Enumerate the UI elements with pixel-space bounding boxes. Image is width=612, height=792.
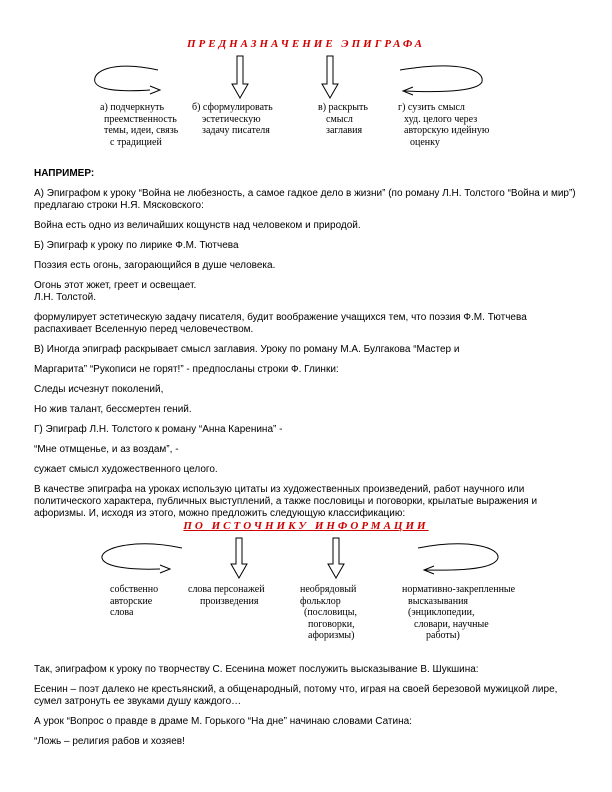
source-diagram <box>0 518 612 648</box>
left-curved-arrow-2 <box>102 544 182 569</box>
left-curved-arrowhead-2 <box>160 565 170 573</box>
example-b-quote-1: Поэзия есть огонь, загорающийся в душе человека. <box>34 260 276 271</box>
down-arrow-2 <box>322 56 338 98</box>
purpose-diagram-title: ПРЕДНАЗНАЧЕНИЕ ЭПИГРАФА <box>186 38 426 50</box>
example-d-intro: Г) Эпиграф Л.Н. Толстого к роману “Анна Каренина” - <box>34 424 283 435</box>
examples-text <box>34 168 584 520</box>
examples-text-2 <box>34 664 584 748</box>
example-d-quote: “Мне отмщенье, и аз воздам”, - <box>34 444 179 455</box>
example-c-quote-2: Но жив талант, бессмертен гений. <box>34 404 192 415</box>
purpose-item-c: в) раскрыть смысл заглавия <box>318 102 368 136</box>
yesenin-intro: Так, эпиграфом к уроку по творчеству С. Есенина может послужить высказывание В. Шукшина: <box>34 664 479 675</box>
example-a-intro: А) Эпиграфом к уроку “Война не любезность, а самое гадкое дело в жизни” (по роману Л.Н. Толстого “Война и мир”) предлагаю строки Н.Я. Мясковского: <box>34 188 576 211</box>
example-c-intro-2: Маргарита” “Рукописи не горят!” - предпосланы строки Ф. Глинки: <box>34 364 339 375</box>
left-curved-arrowhead <box>150 86 160 94</box>
classification-intro: В качестве эпиграфа на уроках использую цитаты из художественных произведений, работ научного или политического характера, публичных выступлений, а также пословицы и поговорки, крылатые выражения и афоризмы. И, исходя из этого, можно предложить следующую классификацию: <box>34 484 538 519</box>
down-arrow-3 <box>231 538 247 578</box>
example-a-quote: Война есть одно из величайших кощунств над человеком и природой. <box>34 220 361 231</box>
example-b-intro: Б) Эпиграф к уроку по лирике Ф.М. Тютчева <box>34 240 239 251</box>
right-curved-arrow-2 <box>418 544 498 570</box>
left-curved-arrow <box>95 66 158 90</box>
source-item-folklore: необрядовый фольклор (пословицы, поговорки, афоризмы) <box>300 584 358 641</box>
purpose-item-a: а) подчеркнуть преемственность темы, идеи, связь с традицией <box>100 102 179 148</box>
source-diagram-title: ПО ИСТОЧНИКУ ИНФОРМАЦИИ <box>183 520 429 532</box>
examples-heading: НАПРИМЕР: <box>34 168 95 179</box>
gorky-quote: “Ложь – религия рабов и хозяев! <box>34 736 185 747</box>
down-arrow-1 <box>232 56 248 98</box>
gorky-intro: А урок “Вопрос о правде в драме М. Горького “На дне” начинаю словами Сатина: <box>34 716 412 727</box>
example-c-intro: В) Иногда эпиграф раскрывает смысл заглавия. Уроку по роману М.А. Булгакова “Мастер и <box>34 344 460 355</box>
example-b-author: Л.Н. Толстой. <box>34 292 97 303</box>
purpose-diagram-arrows <box>0 38 612 166</box>
source-item-characters: слова персонажей произведения <box>188 584 265 607</box>
source-item-normative: нормативно-закрепленные высказывания (энциклопедии, словари, научные работы) <box>402 584 516 641</box>
purpose-diagram <box>0 38 612 166</box>
example-d-comment: сужает смысл художественного целого. <box>34 464 218 475</box>
example-c-quote-1: Следы исчезнут поколений, <box>34 384 164 395</box>
source-item-author: собственно авторские слова <box>110 584 159 618</box>
yesenin-quote: Есенин – поэт далеко не крестьянский, а общенародный, потому что, играя на своей березовой мужицкой лире, сумел затронуть ее звуками душу каждого… <box>34 684 558 707</box>
purpose-item-b: б) сформулировать эстетическую задачу писателя <box>192 102 273 136</box>
example-b-comment: формулирует эстетическую задачу писателя, будит воображение учащихся тем, что поэзия Ф.М. Тютчева распахивает Вселенную перед человечеством. <box>34 312 527 335</box>
down-arrow-4 <box>328 538 344 578</box>
purpose-item-d: г) сузить смысл худ. целого через авторскую идейную оценку <box>398 102 490 148</box>
example-b-quote-2: Огонь этот жжет, греет и освещает. <box>34 280 197 291</box>
